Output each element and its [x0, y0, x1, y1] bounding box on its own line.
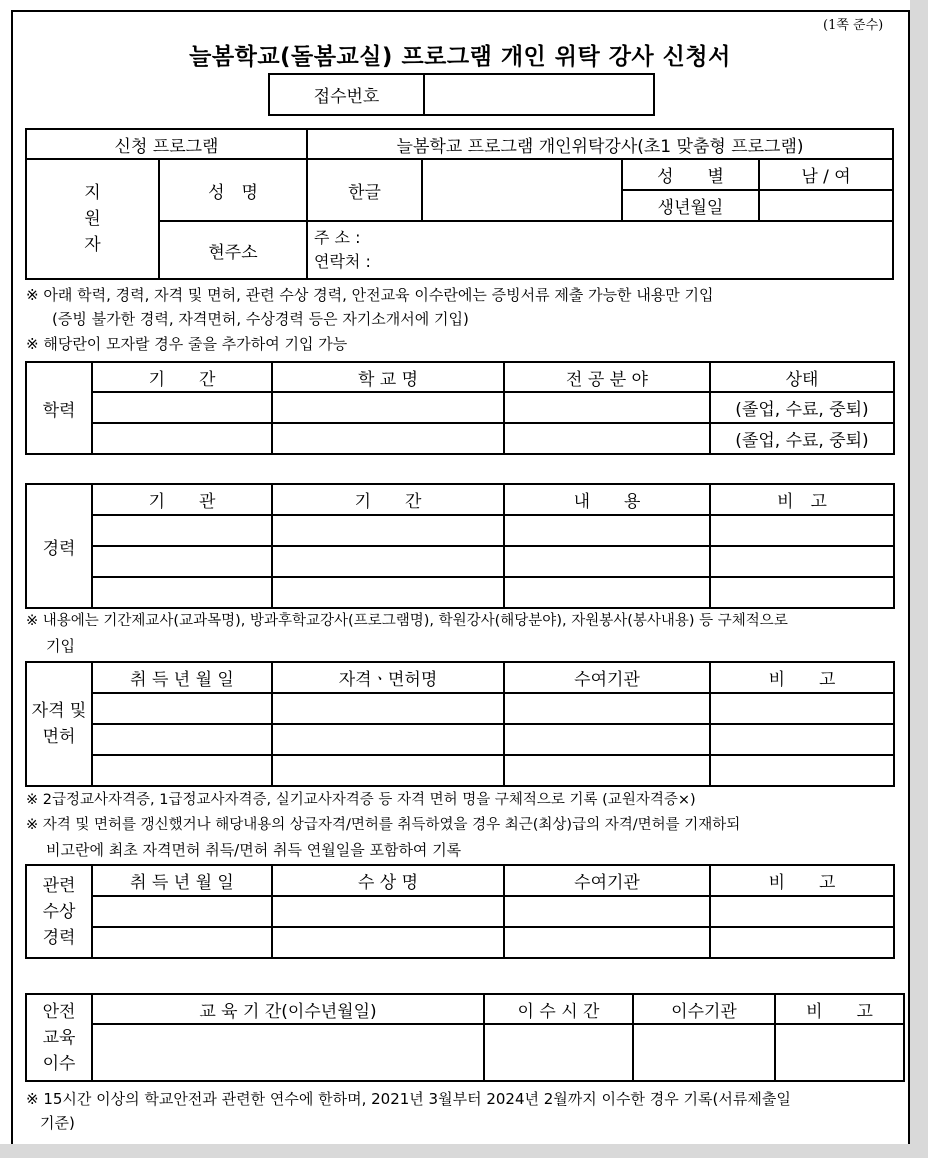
license-cell[interactable]	[272, 724, 504, 755]
career-cell[interactable]	[710, 546, 894, 577]
safety-header-period: 교 육 기 간(이수년월일)	[92, 994, 484, 1024]
safety-note-2: 기준)	[40, 1114, 75, 1132]
license-cell[interactable]	[710, 693, 894, 724]
award-header-date: 취 득 년 월 일	[92, 865, 272, 896]
address-line: 주 소 :	[314, 228, 361, 247]
education-label: 학력	[26, 362, 92, 454]
education-table	[25, 361, 895, 455]
career-cell[interactable]	[92, 546, 272, 577]
education-cell[interactable]	[504, 392, 710, 423]
right-margin	[910, 0, 928, 1158]
education-cell[interactable]	[92, 423, 272, 454]
award-cell[interactable]	[92, 927, 272, 958]
license-table	[25, 661, 895, 787]
award-header-issuer: 수여기관	[504, 865, 710, 896]
education-header-major: 전 공 분 야	[504, 362, 710, 392]
career-note-1: ※ 내용에는 기간제교사(교과목명), 방과후학교강사(프로그램명), 학원강사(해당분야), 자원봉사(봉사내용) 등 구체적으로	[26, 613, 788, 629]
award-header-remarks: 비 고	[710, 865, 894, 896]
career-header-institution: 기 관	[92, 484, 272, 515]
korean-label: 한글	[307, 159, 422, 221]
career-cell[interactable]	[272, 546, 504, 577]
safety-header-institution: 이수기관	[633, 994, 775, 1024]
award-cell[interactable]	[710, 896, 894, 927]
bottom-margin	[0, 1144, 928, 1158]
page-note: (1쪽 준수)	[823, 18, 884, 33]
reception-label: 접수번호	[269, 74, 424, 115]
award-cell[interactable]	[272, 896, 504, 927]
note-top-2: (증빙 불가한 경력, 자격면허, 수상경력 등은 자기소개서에 기입)	[52, 310, 469, 328]
education-header-school: 학 교 명	[272, 362, 504, 392]
career-cell[interactable]	[92, 577, 272, 608]
birth-input[interactable]	[759, 190, 893, 221]
career-header-content: 내 용	[504, 484, 710, 515]
safety-cell[interactable]	[92, 1024, 484, 1081]
career-cell[interactable]	[710, 577, 894, 608]
education-status-options[interactable]: (졸업, 수료, 중퇴)	[710, 392, 894, 423]
note-top-1: ※ 아래 학력, 경력, 자격 및 면허, 관련 수상 경력, 안전교육 이수란에는 증빙서류 제출 가능한 내용만 기입	[26, 286, 714, 304]
education-cell[interactable]	[272, 423, 504, 454]
career-cell[interactable]	[504, 577, 710, 608]
career-header-period: 기 간	[272, 484, 504, 515]
safety-cell[interactable]	[633, 1024, 775, 1081]
career-cell[interactable]	[92, 515, 272, 546]
safety-label: 안전 교육 이수	[26, 994, 92, 1081]
license-cell[interactable]	[272, 755, 504, 786]
safety-note-1: ※ 15시간 이상의 학교안전과 관련한 연수에 한하며, 2021년 3월부터 2024년 2월까지 이수한 경우 기록(서류제출일	[26, 1090, 791, 1108]
license-label-line2: 면허	[42, 727, 76, 747]
license-cell[interactable]	[92, 755, 272, 786]
license-cell[interactable]	[92, 724, 272, 755]
license-note-1: ※ 2급정교사자격증, 1급정교사자격증, 실기교사자격증 등 자격 면허 명을 구체적으로 기록 (교원자격증×)	[26, 792, 696, 808]
license-cell[interactable]	[272, 693, 504, 724]
name-label: 성 명	[159, 159, 307, 221]
license-cell[interactable]	[504, 724, 710, 755]
career-cell[interactable]	[272, 515, 504, 546]
gender-label: 성 별	[622, 159, 759, 190]
education-cell[interactable]	[504, 423, 710, 454]
page-title: 늘봄학교(돌봄교실) 프로그램 개인 위탁 강사 신청서	[189, 44, 731, 70]
program-label: 신청 프로그램	[26, 129, 307, 159]
safety-cell[interactable]	[484, 1024, 633, 1081]
career-label: 경력	[26, 484, 92, 608]
career-cell[interactable]	[504, 515, 710, 546]
career-cell[interactable]	[710, 515, 894, 546]
birth-label: 생년월일	[622, 190, 759, 221]
award-label: 관련 수상 경력	[26, 865, 92, 958]
award-cell[interactable]	[710, 927, 894, 958]
license-cell[interactable]	[710, 724, 894, 755]
career-header-remarks: 비 고	[710, 484, 894, 515]
license-cell[interactable]	[92, 693, 272, 724]
license-label-line1: 자격 및	[31, 701, 87, 721]
award-cell[interactable]	[504, 927, 710, 958]
reception-table	[268, 73, 655, 116]
safety-header-hours: 이 수 시 간	[484, 994, 633, 1024]
license-cell[interactable]	[504, 693, 710, 724]
applicant-label: 지 원 자	[26, 159, 159, 279]
license-label	[26, 662, 92, 786]
education-status-options[interactable]: (졸업, 수료, 중퇴)	[710, 423, 894, 454]
education-cell[interactable]	[272, 392, 504, 423]
address-contact-cell[interactable]	[307, 221, 893, 279]
safety-cell[interactable]	[775, 1024, 904, 1081]
license-note-3: 비고란에 최초 자격면허 취득/면허 취득 연월일을 포함하여 기록	[46, 841, 462, 859]
career-cell[interactable]	[272, 577, 504, 608]
career-table	[25, 483, 895, 609]
license-header-name: 자격ㆍ면허명	[272, 662, 504, 693]
license-header-remarks: 비 고	[710, 662, 894, 693]
education-cell[interactable]	[92, 392, 272, 423]
education-header-period: 기 간	[92, 362, 272, 392]
safety-table	[25, 993, 905, 1082]
career-cell[interactable]	[504, 546, 710, 577]
award-cell[interactable]	[504, 896, 710, 927]
gender-value[interactable]: 남 / 여	[759, 159, 893, 190]
license-cell[interactable]	[504, 755, 710, 786]
career-note-2: 기입	[46, 637, 75, 655]
award-table	[25, 864, 895, 959]
safety-header-remarks: 비 고	[775, 994, 904, 1024]
award-cell[interactable]	[272, 927, 504, 958]
license-cell[interactable]	[710, 755, 894, 786]
name-input[interactable]	[422, 159, 622, 221]
license-header-issuer: 수여기관	[504, 662, 710, 693]
contact-line: 연락처 :	[314, 252, 371, 271]
reception-number-field[interactable]	[424, 74, 654, 115]
program-value: 늘봄학교 프로그램 개인위탁강사(초1 맞춤형 프로그램)	[307, 129, 893, 159]
applicant-table	[25, 128, 894, 280]
note-top-3: ※ 해당란이 모자랄 경우 줄을 추가하여 기입 가능	[26, 335, 348, 353]
award-header-name: 수 상 명	[272, 865, 504, 896]
education-header-status: 상태	[710, 362, 894, 392]
award-cell[interactable]	[92, 896, 272, 927]
license-note-2: ※ 자격 및 면허를 갱신했거나 해당내용의 상급자격/면허를 취득하였을 경우 최근(최상)급의 자격/면허를 기재하되	[26, 817, 741, 833]
license-header-date: 취 득 년 월 일	[92, 662, 272, 693]
address-label: 현주소	[159, 221, 307, 279]
